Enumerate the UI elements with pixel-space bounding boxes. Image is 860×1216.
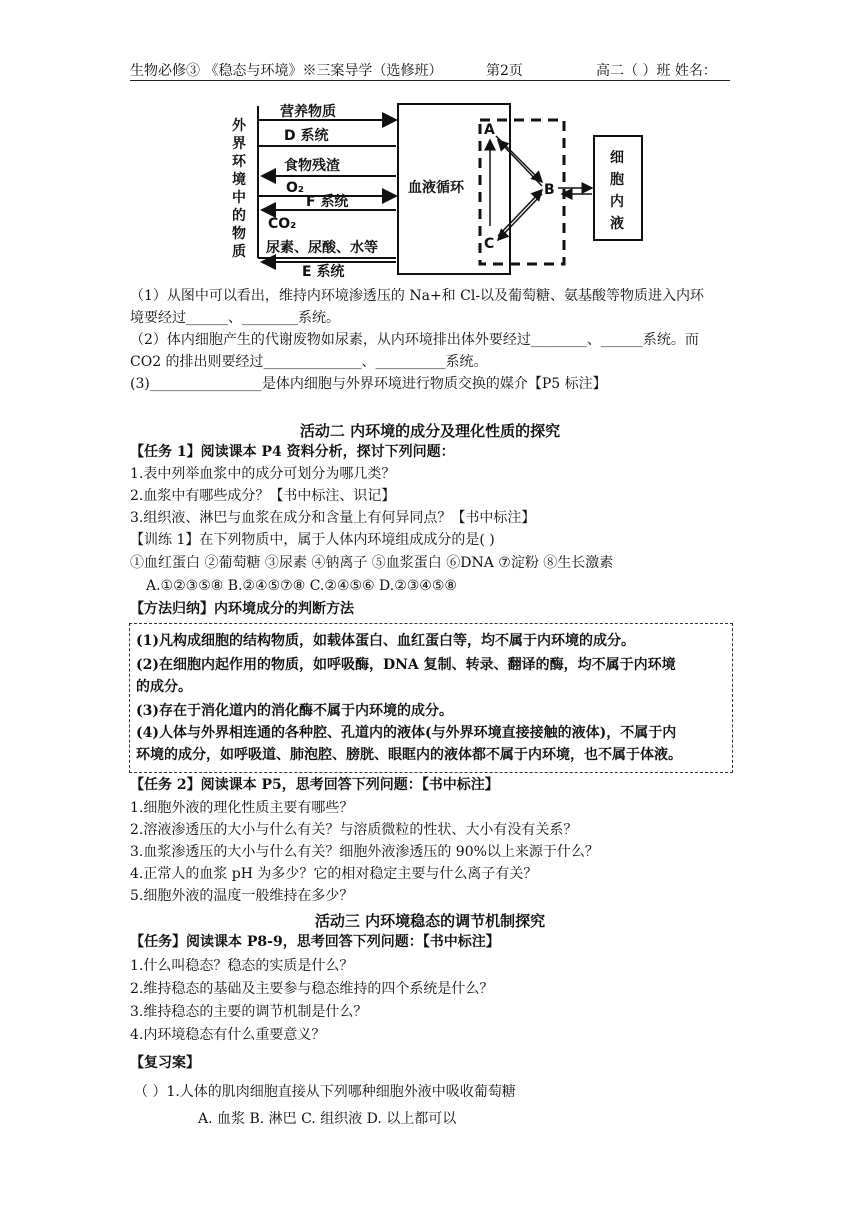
blood-circulation-label: 血液循环 <box>408 180 464 196</box>
f-system-label: F 系统 <box>306 194 349 210</box>
q1-line5: (3)________________是体内细胞与外界环境进行物质交换的媒介【P5 标注】 <box>130 376 607 392</box>
review-q1: （ ）1.人体的肌肉细胞直接从下列哪种细胞外液中吸收葡萄糖 <box>134 1084 516 1100</box>
train1-question: 【训练 1】在下列物质中，属于人体内环境组成成分的是( ) <box>130 532 495 548</box>
label-c: C <box>484 236 495 252</box>
task2-q5: 5.细胞外液的温度一般维持在多少？ <box>130 888 354 904</box>
outer-environment-label <box>232 117 247 260</box>
review-title: 【复习案】 <box>130 1055 200 1071</box>
task2-heading: 【任务 2】阅读课本 P5，思考回答下列问题：【书中标注】 <box>130 777 499 793</box>
co2-label: CO₂ <box>268 216 297 232</box>
diagram-left-char: 质 <box>232 244 246 260</box>
page-header <box>130 58 730 81</box>
method-point: 的成分。 <box>136 679 192 695</box>
method-point: 环境的成分，如呼吸道、肺泡腔、膀胱、眼眶内的液体都不属于内环境，也不属于体液。 <box>136 747 682 763</box>
train1-items: ①血红蛋白 ②葡萄糖 ③尿素 ④钠离子 ⑤血浆蛋白 ⑥DNA ⑦淀粉 ⑧生长激素 <box>130 555 614 571</box>
activity3-title: 活动三 内环境稳态的调节机制探究 <box>314 912 546 930</box>
cell-fluid-char: 内 <box>610 194 624 210</box>
activity3-q4: 4.内环境稳态有什么重要意义？ <box>130 1027 326 1043</box>
diagram-left-char: 环 <box>232 154 246 170</box>
label-b: B <box>544 182 555 198</box>
task2-q4: 4.正常人的血浆 pH 为多少？它的相对稳定主要与什么离子有关？ <box>130 866 538 882</box>
activity3-task: 【任务】阅读课本 P8-9，思考回答下列问题：【书中标注】 <box>130 934 500 950</box>
diagram-left-char: 外 <box>232 118 246 134</box>
method-point: (1)凡构成细胞的结构物质，如载体蛋白、血红蛋白等，均不属于内环境的成分。 <box>136 633 635 649</box>
e-system-label: E 系统 <box>302 264 345 280</box>
task1-q1: 1.表中列举血浆中的成分可划分为哪几类？ <box>130 466 396 482</box>
review-q1-options: A. 血浆 B. 淋巴 C. 组织液 D. 以上都可以 <box>198 1111 457 1127</box>
course-title: 生物必修③ 《稳态与环境》※三案导学（选修班） <box>130 63 443 79</box>
task1-q2: 2.血浆中有哪些成分？【书中标注、识记】 <box>130 488 396 504</box>
q1-line4: CO2 的排出则要经过______________、__________系统。 <box>130 354 488 370</box>
food-residue-label: 食物残渣 <box>284 158 340 174</box>
internal-environment-diagram <box>228 96 648 282</box>
diagram-left-char: 界 <box>232 136 246 152</box>
diagram-left-char: 境 <box>232 172 246 188</box>
cell-fluid-char: 胞 <box>610 172 624 188</box>
task2-q3: 3.血浆渗透压的大小与什么有关？细胞外液渗透压的 90%以上来源于什么？ <box>130 844 599 860</box>
task2-q1: 1.细胞外液的理化性质主要有哪些？ <box>130 800 354 816</box>
method-heading: 【方法归纳】内环境成分的判断方法 <box>130 601 354 617</box>
task2-q2: 2.溶液渗透压的大小与什么有关？与溶质微粒的性状、大小有没有关系？ <box>130 822 578 838</box>
task1-q3: 3.组织液、淋巴与血浆在成分和含量上有何异同点？【书中标注】 <box>130 510 536 526</box>
activity3-q3: 3.维持稳态的主要的调节机制是什么？ <box>130 1004 368 1020</box>
diagram-left-char: 中 <box>232 190 246 206</box>
d-system-label: D 系统 <box>284 128 329 144</box>
activity3-q1: 1.什么叫稳态？稳态的实质是什么？ <box>130 958 354 974</box>
cell-fluid-char: 细 <box>610 150 624 166</box>
q1-line2: 境要经过______、________系统。 <box>130 310 340 326</box>
activity2-title: 活动二 内环境的成分及理化性质的探究 <box>299 422 561 440</box>
task1-heading: 【任务 1】阅读课本 P4 资料分析，探讨下列问题： <box>130 444 455 460</box>
q1-line1: （1）从图中可以看出，维持内环境渗透压的 Na+和 Cl-以及葡萄糖、氨基酸等物质进入内环 <box>130 288 705 304</box>
class-name-field: 高二（ ）班 姓名： <box>596 63 717 79</box>
method-point: (2)在细胞内起作用的物质，如呼吸酶，DNA 复制、转录、翻译的酶，均不属于内环境 <box>136 657 676 673</box>
q1-line3: （2）体内细胞产生的代谢废物如尿素，从内环境排出体外要经过________、______系统。而 <box>130 332 699 348</box>
nutrients-label: 营养物质 <box>280 104 336 120</box>
urea-label: 尿素、尿酸、水等 <box>266 240 378 256</box>
diagram-left-char: 的 <box>232 208 246 224</box>
method-box <box>129 623 733 773</box>
cell-fluid-char: 液 <box>610 216 624 232</box>
train1-options: A.①②③⑤⑧ B.②④⑤⑦⑧ C.②④⑤⑥ D.②③④⑤⑧ <box>146 578 457 594</box>
o2-label: O₂ <box>286 180 305 196</box>
method-point: (3)存在于消化道内的消化酶不属于内环境的成分。 <box>136 703 453 719</box>
label-a: A <box>484 122 495 138</box>
page-number: 第2页 <box>486 63 523 79</box>
activity3-q2: 2.维持稳态的基础及主要参与稳态维持的四个系统是什么？ <box>130 981 494 997</box>
method-point: (4)人体与外界相连通的各种腔、孔道内的液体(与外界环境直接接触的液体)，不属于内 <box>136 725 677 741</box>
diagram-left-char: 物 <box>232 226 246 242</box>
